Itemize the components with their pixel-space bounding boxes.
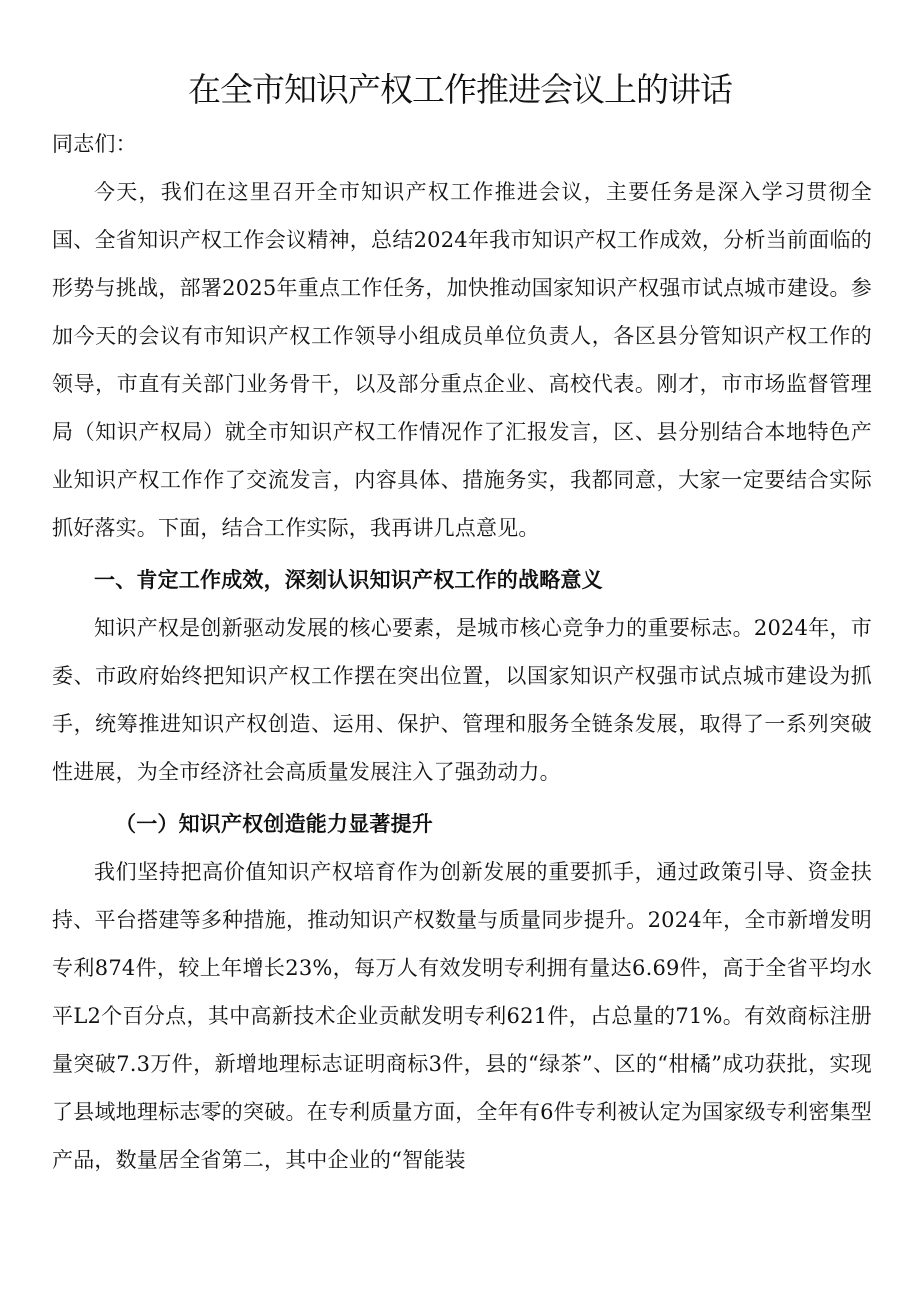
greeting: 同志们： <box>52 132 137 156</box>
document-body <box>52 120 872 1184</box>
document-title: 在全市知识产权工作推进会议上的讲话 <box>188 70 732 109</box>
subsection-heading-1: （一）知识产权创造能力显著提升 <box>115 812 433 836</box>
intro-paragraph: 今天，我们在这里召开全市知识产权工作推进会议，主要任务是深入学习贯彻全国、全省知识产权工作会议精神，总结2024年我市知识产权工作成效，分析当前面临的形势与挑战，部署2025年重点工作任务，加快推动国家知识产权强市试点城市建设。参加今天的会议有市知识产权工作领导小组成员单位负责人，各区县分管知识产权工作的领导，市直有关部门业务骨干，以及部分重点企业、高校代表。刚才，市市场监督管理局（知识产权局）就全市知识产权工作情况作了汇报发言，区、县分别结合本地特色产业知识产权工作作了交流发言，内容具体、措施务实，我都同意，大家一定要结合实际抓好落实。下面，结合工作实际，我再讲几点意见。 <box>52 180 872 540</box>
subsection-1-paragraph: 我们坚持把高价值知识产权培育作为创新发展的重要抓手，通过政策引导、资金扶持、平台搭建等多种措施，推动知识产权数量与质量同步提升。2024年，全市新增发明专利874件，较上年增长23%，每万人有效发明专利拥有量达6.69件，高于全省平均水平L2个百分点，其中高新技术企业贡献发明专利621件，占总量的71%。有效商标注册量突破7.3万件，新增地理标志证明商标3件，县的“绿茶”、区的“柑橘”成功获批，实现了县域地理标志零的突破。在专利质量方面，全年有6件专利被认定为国家级专利密集型产品，数量居全省第二，其中企业的“智能装 <box>52 860 872 1172</box>
section-1-paragraph: 知识产权是创新驱动发展的核心要素，是城市核心竞争力的重要标志。2024年，市委、市政府始终把知识产权工作摆在突出位置，以国家知识产权强市试点城市建设为抓手，统筹推进知识产权创造、运用、保护、管理和服务全链条发展，取得了一系列突破性进展，为全市经济社会高质量发展注入了强劲动力。 <box>52 616 872 784</box>
section-heading-1: 一、肯定工作成效，深刻认识知识产权工作的战略意义 <box>94 568 603 592</box>
